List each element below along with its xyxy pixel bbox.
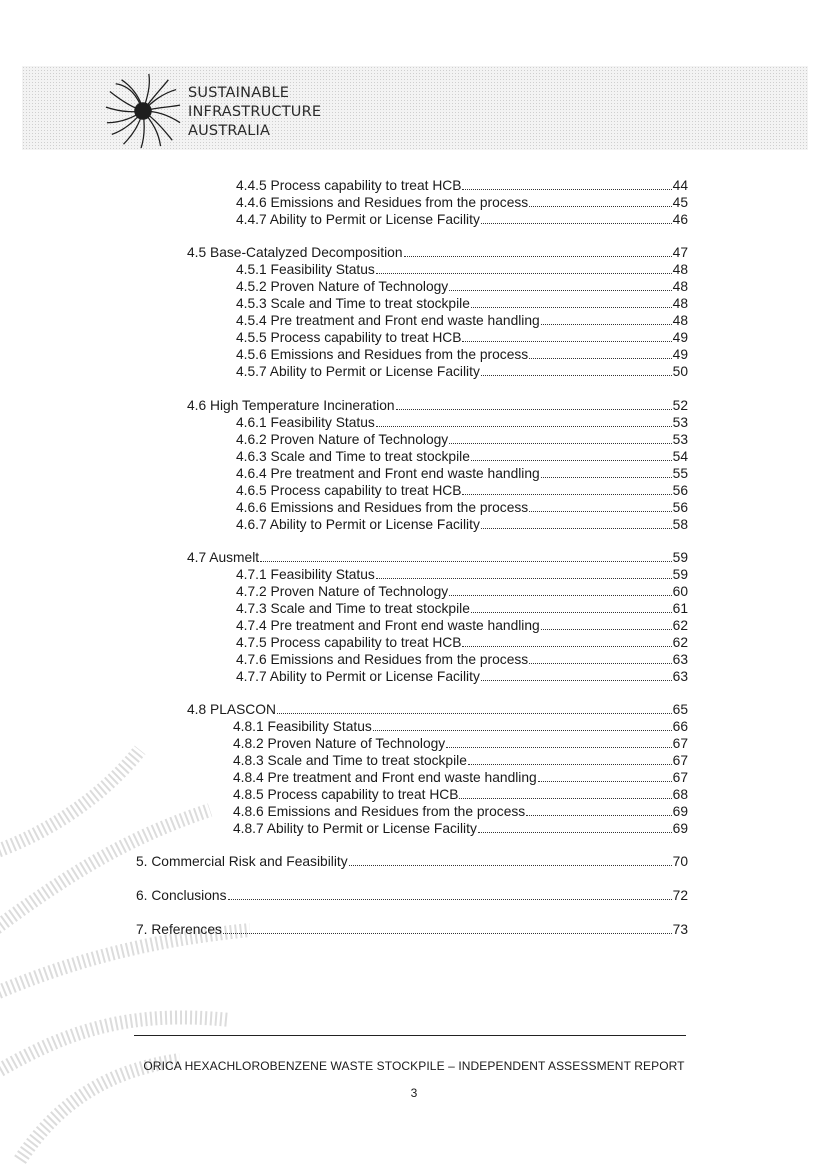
toc-entry-page: 62 <box>672 635 688 650</box>
toc-entry-label: 4.4.7 Ability to Permit or License Facility <box>236 212 480 227</box>
toc-entry[interactable] <box>136 887 688 904</box>
toc-entry-label: 6. Conclusions <box>136 888 227 903</box>
toc-entry-page: 67 <box>672 753 688 768</box>
toc-entry[interactable] <box>236 177 688 194</box>
toc-entry[interactable] <box>236 295 688 312</box>
toc-entry[interactable] <box>187 397 688 414</box>
toc-entry-label: 4.5 Base-Catalyzed Decomposition <box>187 245 403 260</box>
toc-entry-leader <box>462 634 671 647</box>
toc-entry-label: 4.4.6 Emissions and Residues from the process <box>236 195 529 210</box>
toc-entry-leader <box>481 363 672 376</box>
toc-entry-page: 66 <box>672 719 688 734</box>
toc-entry[interactable] <box>236 499 688 516</box>
toc-entry-leader <box>538 769 672 782</box>
toc-entry[interactable] <box>236 329 688 346</box>
toc-entry-label: 4.5.6 Emissions and Residues from the process <box>236 347 529 362</box>
toc-entry-leader <box>481 668 672 681</box>
toc-entry-page: 44 <box>672 178 688 193</box>
toc-entry-label: 4.6.4 Pre treatment and Front end waste handling <box>236 466 540 481</box>
toc-entry[interactable] <box>236 346 688 363</box>
toc-entry-leader <box>376 261 672 274</box>
toc-entry[interactable] <box>236 617 688 634</box>
toc-entry[interactable] <box>236 363 688 380</box>
toc-entry-leader <box>541 617 672 630</box>
page-number: 3 <box>410 1086 418 1100</box>
toc-entry-label: 4.7.5 Process capability to treat HCB <box>236 635 462 650</box>
toc-entry[interactable] <box>236 448 688 465</box>
toc-entry-leader <box>449 431 671 444</box>
toc-entry-leader <box>462 329 671 342</box>
toc-entry-leader <box>446 735 671 748</box>
toc-entry-page: 72 <box>672 888 688 903</box>
toc-entry-leader <box>223 921 672 934</box>
toc-entry-page: 70 <box>672 854 688 869</box>
toc-entry-page: 52 <box>672 398 688 413</box>
toc-entry-leader <box>228 887 672 900</box>
toc-entry-page: 48 <box>672 313 688 328</box>
toc-entry-page: 48 <box>672 262 688 277</box>
toc-entry-leader <box>471 600 672 613</box>
toc-entry[interactable] <box>236 651 688 668</box>
toc-entry-label: 4.6 High Temperature Incineration <box>187 398 395 413</box>
toc-entry[interactable] <box>187 244 688 261</box>
toc-entry[interactable] <box>233 820 688 837</box>
toc-entry-page: 62 <box>672 618 688 633</box>
toc-entry[interactable] <box>236 278 688 295</box>
toc-entry[interactable] <box>187 549 688 566</box>
toc-entry-label: 5. Commercial Risk and Feasibility <box>136 854 348 869</box>
toc-entry-leader <box>468 752 672 765</box>
toc-entry-page: 49 <box>672 347 688 362</box>
toc-entry-label: 4.6.7 Ability to Permit or License Facility <box>236 517 480 532</box>
toc-entry[interactable] <box>236 516 688 533</box>
toc-entry-page: 63 <box>672 669 688 684</box>
toc-entry-page: 49 <box>672 330 688 345</box>
toc-entry-leader <box>481 516 672 529</box>
toc-entry-label: 4.7.4 Pre treatment and Front end waste handling <box>236 618 540 633</box>
toc-entry-leader <box>481 211 672 224</box>
logo-swirl-icon <box>104 72 182 150</box>
toc-entry-leader <box>396 397 672 410</box>
toc-entry-leader <box>373 718 672 731</box>
toc-entry-page: 53 <box>672 432 688 447</box>
toc-entry-page: 50 <box>672 364 688 379</box>
toc-entry-label: 4.5.3 Scale and Time to treat stockpile <box>236 296 470 311</box>
toc-entry-leader <box>526 803 671 816</box>
toc-entry-leader <box>260 549 672 562</box>
toc-entry-label: 4.8.2 Proven Nature of Technology <box>233 736 446 751</box>
toc-entry[interactable] <box>236 261 688 278</box>
toc-entry[interactable] <box>236 465 688 482</box>
toc-entry-leader <box>471 295 672 308</box>
toc-entry-label: 4.7.1 Feasibility Status <box>236 567 375 582</box>
toc-entry[interactable] <box>236 482 688 499</box>
toc-entry-leader <box>529 346 671 359</box>
toc-entry-label: 4.7 Ausmelt <box>187 550 260 565</box>
logo-line-1: SUSTAINABLE <box>188 85 290 101</box>
toc-entry-label: 4.7.3 Scale and Time to treat stockpile <box>236 601 470 616</box>
toc-entry[interactable] <box>233 735 688 752</box>
toc-entry-page: 53 <box>672 415 688 430</box>
toc-entry-label: 4.8.3 Scale and Time to treat stockpile <box>233 753 467 768</box>
toc-entry-leader <box>376 414 672 427</box>
toc-entry-label: 4.7.6 Emissions and Residues from the process <box>236 652 529 667</box>
toc-entry-label: 7. References <box>136 922 222 937</box>
toc-entry-page: 69 <box>672 821 688 836</box>
toc-entry-page: 54 <box>672 449 688 464</box>
toc-entry-leader <box>529 499 671 512</box>
toc-entry[interactable] <box>233 769 688 786</box>
toc-entry-label: 4.6.5 Process capability to treat HCB <box>236 483 462 498</box>
toc-entry-page: 61 <box>672 601 688 616</box>
toc-entry-label: 4.5.5 Process capability to treat HCB <box>236 330 462 345</box>
logo-line-3: AUSTRALIA <box>188 123 271 139</box>
toc-entry-label: 4.6.6 Emissions and Residues from the process <box>236 500 529 515</box>
toc-entry-label: 4.6.3 Scale and Time to treat stockpile <box>236 449 470 464</box>
toc-entry-leader <box>478 820 672 833</box>
toc-entry-label: 4.6.2 Proven Nature of Technology <box>236 432 449 447</box>
toc-entry-label: 4.7.7 Ability to Permit or License Facility <box>236 669 480 684</box>
toc-entry-page: 45 <box>672 195 688 210</box>
toc-entry[interactable] <box>233 718 688 735</box>
toc-entry[interactable] <box>236 600 688 617</box>
toc-entry-page: 48 <box>672 296 688 311</box>
toc-entry-label: 4.7.2 Proven Nature of Technology <box>236 584 449 599</box>
toc-entry-page: 68 <box>672 787 688 802</box>
toc-entry-leader <box>449 278 671 291</box>
toc-entry[interactable] <box>236 566 688 583</box>
toc-entry-label: 4.8.7 Ability to Permit or License Facility <box>233 821 477 836</box>
toc-entry-label: 4.8 PLASCON <box>187 702 276 717</box>
toc-entry-label: 4.6.1 Feasibility Status <box>236 415 375 430</box>
toc-entry-page: 48 <box>672 279 688 294</box>
toc-entry-page: 59 <box>672 567 688 582</box>
toc-entry-page: 63 <box>672 652 688 667</box>
toc-entry-label: 4.5.4 Pre treatment and Front end waste handling <box>236 313 540 328</box>
toc-entry[interactable] <box>136 853 688 870</box>
toc-entry-leader <box>529 194 671 207</box>
toc-entry-page: 69 <box>672 804 688 819</box>
toc-entry-label: 4.5.1 Feasibility Status <box>236 262 375 277</box>
toc-entry-leader <box>462 482 671 495</box>
toc-entry-page: 58 <box>672 517 688 532</box>
toc-entry-page: 73 <box>672 922 688 937</box>
toc-entry-label: 4.8.1 Feasibility Status <box>233 719 372 734</box>
toc-entry[interactable] <box>236 312 688 329</box>
toc-entry[interactable] <box>236 211 688 228</box>
toc-entry-page: 59 <box>672 550 688 565</box>
toc-entry[interactable] <box>236 431 688 448</box>
toc-entry-label: 4.8.6 Emissions and Residues from the process <box>233 804 526 819</box>
toc-entry-label: 4.5.2 Proven Nature of Technology <box>236 279 449 294</box>
toc-entry-leader <box>541 312 672 325</box>
toc-entry[interactable] <box>233 803 688 820</box>
toc-entry[interactable] <box>236 414 688 431</box>
toc-entry[interactable] <box>233 786 688 803</box>
toc-entry-page: 46 <box>672 212 688 227</box>
toc-entry-page: 65 <box>672 702 688 717</box>
toc-entry[interactable] <box>236 668 688 685</box>
logo-line-2: INFRASTRUCTURE <box>188 104 322 120</box>
footer-divider <box>134 1035 686 1036</box>
toc-entry-page: 47 <box>672 245 688 260</box>
toc-entry[interactable] <box>233 752 688 769</box>
toc-entry-leader <box>277 701 672 714</box>
toc-entry[interactable] <box>187 701 688 718</box>
toc-entry-leader <box>376 566 672 579</box>
toc-entry[interactable] <box>236 194 688 211</box>
toc-entry-leader <box>349 853 672 866</box>
toc-entry-leader <box>449 583 671 596</box>
toc-entry-page: 60 <box>672 584 688 599</box>
toc-entry-page: 67 <box>672 736 688 751</box>
toc-entry-leader <box>529 651 671 664</box>
toc-entry[interactable] <box>236 583 688 600</box>
toc-entry-leader <box>404 244 672 257</box>
toc-entry-label: 4.4.5 Process capability to treat HCB <box>236 178 462 193</box>
toc-entry-page: 56 <box>672 500 688 515</box>
toc-entry-leader <box>459 786 671 799</box>
toc-entry-page: 67 <box>672 770 688 785</box>
footer-title: ORICA HEXACHLOROBENZENE WASTE STOCKPILE – INDEPENDENT ASSESSMENT REPORT <box>143 1059 685 1073</box>
toc-entry-label: 4.8.5 Process capability to treat HCB <box>233 787 459 802</box>
toc-entry-leader <box>462 177 671 190</box>
toc-entry[interactable] <box>136 921 688 938</box>
toc-entry-page: 56 <box>672 483 688 498</box>
toc-entry-label: 4.5.7 Ability to Permit or License Facility <box>236 364 480 379</box>
toc-entry-label: 4.8.4 Pre treatment and Front end waste handling <box>233 770 537 785</box>
logo-text <box>188 84 321 141</box>
toc-entry-page: 55 <box>672 466 688 481</box>
toc-entry-leader <box>471 448 672 461</box>
toc-entry-leader <box>541 465 672 478</box>
toc-entry[interactable] <box>236 634 688 651</box>
